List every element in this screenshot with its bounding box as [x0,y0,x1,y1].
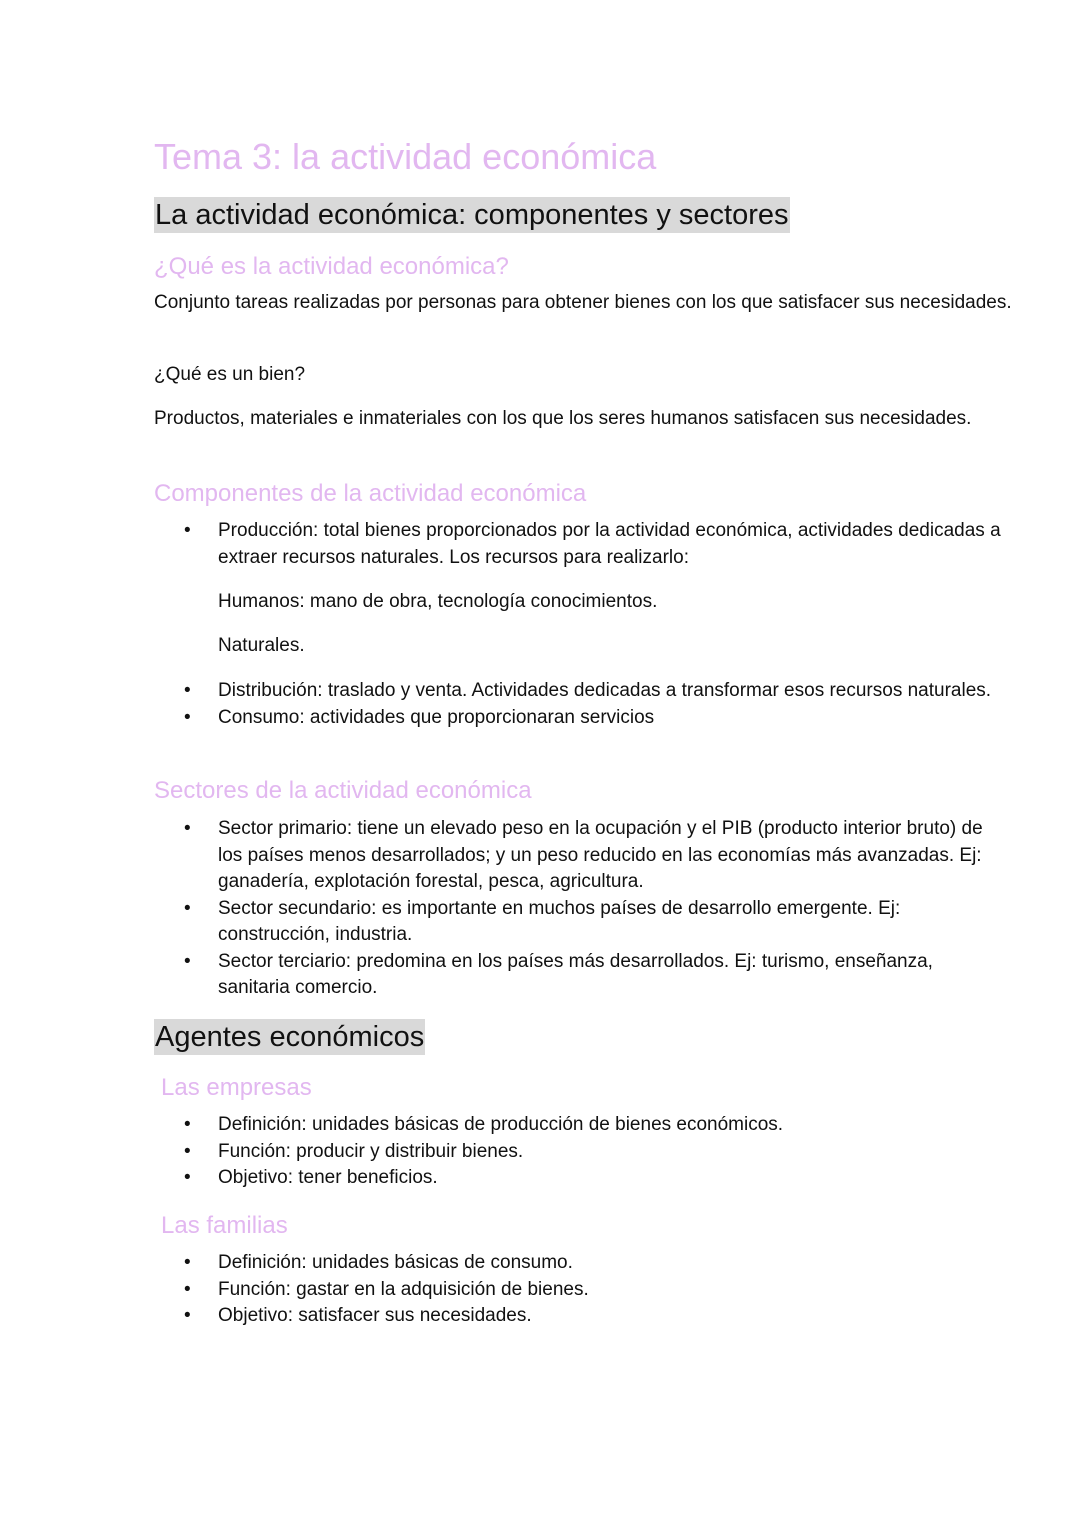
list-item-text: Definición: unidades básicas de producción de bienes económicos. [218,1114,784,1135]
bullet-icon: • [184,1114,191,1135]
list-item [154,949,1008,1002]
bullet-icon: • [184,818,191,839]
companies-list [154,1112,1014,1192]
list-item [154,1112,1008,1139]
sectors-list [154,816,1014,1002]
bullet-icon: • [184,1305,191,1326]
bullet-icon: • [184,680,191,701]
definition-paragraph: Conjunto tareas realizadas por personas para obtener bienes con los que satisfacer sus necesidades. [154,292,1012,313]
section-heading-components-sectors: La actividad económica: componentes y sectores [155,199,789,231]
bullet-icon: • [184,897,191,919]
bullet-icon: • [184,1167,191,1188]
question-paragraph: ¿Qué es un bien? [154,364,306,385]
subheading-companies: Las empresas [161,1074,312,1101]
list-item [154,1303,1008,1330]
subheading-components: Componentes de la actividad económica [154,480,587,507]
families-list [154,1250,1014,1330]
list-item [154,678,1008,705]
list-item [154,896,1008,949]
resources-humans: Humanos: mano de obra, tecnología conocimientos. [218,591,658,612]
list-item-text: Objetivo: satisfacer sus necesidades. [218,1305,532,1326]
list-item [154,816,1008,896]
list-item-text: Distribución: traslado y venta. Actividades dedicadas a transformar esos recursos naturales. [218,680,992,701]
bullet-icon: • [184,1278,191,1300]
resources-natural: Naturales. [218,635,305,656]
subheading-what-is: ¿Qué es la actividad económica? [154,253,509,280]
list-item-text: Sector primario: tiene un elevado peso en la ocupación y el PIB (producto interior bruto) de los países menos desarrollados; y un peso reducido en las economías más avanzadas. Ej: ganadería, explotación forestal, pesca, agricultura. [218,818,983,892]
list-item [154,1139,1008,1166]
subheading-sectors: Sectores de la actividad económica [154,777,532,804]
list-item [154,1250,1008,1277]
answer-paragraph: Productos, materiales e inmateriales con los que los seres humanos satisfacen sus necesidades. [154,408,972,429]
list-item-text: Sector secundario: es importante en muchos países de desarrollo emergente. Ej: construcción, industria. [218,897,901,945]
bullet-icon: • [184,950,191,972]
list-item-text: Objetivo: tener beneficios. [218,1167,438,1188]
section-heading-agents: Agentes económicos [155,1021,425,1053]
bullet-icon: • [184,1140,191,1162]
list-item-text: Producción: total bienes proporcionados por la actividad económica, actividades dedicadas a extraer recursos naturales. Los recursos para realizarlo: [218,520,1001,568]
list-item-text: Definición: unidades básicas de consumo. [218,1252,573,1273]
subheading-families: Las familias [161,1212,288,1239]
list-item [154,705,1008,732]
components-list [154,518,1014,571]
list-item-text: Consumo: actividades que proporcionaran servicios [218,706,655,728]
bullet-icon: • [184,520,191,541]
document-title: Tema 3: la actividad económica [154,136,657,177]
list-item [154,1165,1008,1192]
list-item-text: Función: gastar en la adquisición de bienes. [218,1278,589,1300]
list-item [154,518,1008,571]
list-item-text: Sector terciario: predomina en los países más desarrollados. Ej: turismo, enseñanza, sanitaria comercio. [218,950,933,998]
list-item [154,1277,1008,1304]
components-list-continued [154,678,1014,731]
bullet-icon: • [184,706,191,728]
list-item-text: Función: producir y distribuir bienes. [218,1140,524,1162]
bullet-icon: • [184,1252,191,1273]
